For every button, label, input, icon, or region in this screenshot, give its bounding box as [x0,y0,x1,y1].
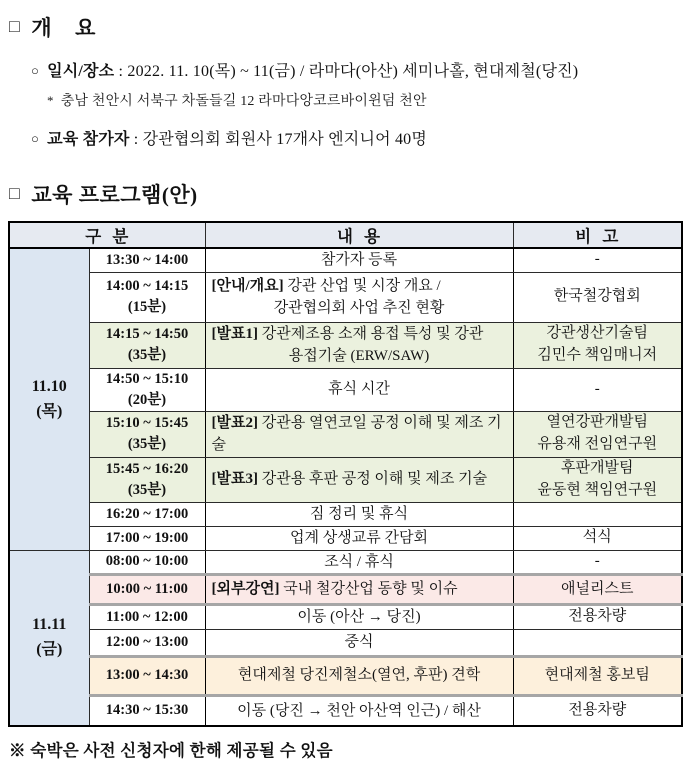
remark-text: 애널리스트 [561,580,634,597]
participants-label: 교육 참가자 [47,131,130,148]
address-note-text: 충남 천안시 서북구 차돌들길 12 라마다앙코르바이윈덤 천안 [60,94,427,109]
program-table [8,221,683,727]
circle-bullet-icon: ○ [31,131,40,146]
remark-cell [513,248,682,272]
time-range: 14:00 ~ 14:15 [105,277,189,294]
table-header-gubun: 구 분 [9,222,205,248]
content-tag: [외부강연] [211,581,280,598]
participants-colon: : [129,131,143,148]
content-text: 중식 [344,633,374,650]
remark-cell [513,322,682,368]
date-value: 11.10 [31,377,67,395]
time-range: 13:00 ~ 14:30 [105,667,189,684]
time-cell [89,411,205,457]
circle-bullet-icon: ○ [31,63,40,78]
footnote: ※ 숙박은 사전 신청자에 한해 제공될 수 있음 [9,741,333,761]
remark-cell [513,656,682,695]
content-text-line2: 강관협의회 사업 추진 현황 [273,300,445,316]
remark-text: 열연강판개발팀 [546,414,648,431]
time-cell [89,502,205,526]
content-cell [205,605,513,630]
remark-text: 석식 [582,529,612,546]
remark-text: 현대제철 홍보팀 [544,666,650,683]
date-cell [9,248,89,550]
time-cell [89,526,205,550]
overview-heading [9,12,681,42]
program-heading [9,179,681,209]
content-text: 업계 상생교류 간담회 [290,529,428,546]
content-text: 국내 철강산업 동향 및 이슈 [279,581,458,598]
time-range: 15:45 ~ 16:20 [105,460,189,477]
content-cell [205,526,513,550]
content-line [206,468,513,491]
datetime-value: 2022. 11. 10(목) ~ 11(금) / 라마다(아산) 세미나홀, 현대제철(당진) [127,63,579,80]
remark-text-line2: 김민수 책임매니저 [537,347,658,363]
weekday-value: (목) [36,402,63,420]
schedule-row [9,502,682,526]
time-cell [89,605,205,630]
remark-text: 강관생산기술팀 [546,325,648,342]
time-cell [89,272,205,322]
content-text: 이동 (아산 → 당진) [297,609,421,626]
content-cell [205,656,513,695]
time-cell [89,322,205,368]
remark-cell [513,411,682,457]
datetime-colon: : [114,63,128,80]
remark-text: - [594,251,600,268]
content-text: 휴식 시간 [328,381,390,398]
content-cell [205,502,513,526]
content-line [206,412,513,457]
schedule-row [9,411,682,457]
section-square-icon: □ [9,15,21,36]
schedule-row [9,322,682,368]
remark-cell [513,695,682,726]
content-cell [205,368,513,411]
content-text: 조식 / 휴식 [324,553,394,570]
content-cell [205,575,513,605]
time-cell [89,550,205,575]
schedule-row [9,575,682,605]
asterisk-icon: * [47,93,54,108]
time-duration: (20분) [127,391,167,408]
date-value: 11.11 [32,616,67,634]
content-tag: [발표3] [211,471,258,488]
remark-text: - [594,380,600,397]
time-range: 14:50 ~ 15:10 [105,370,189,387]
time-cell [89,629,205,656]
content-text-line2: 용접기술 (ERW/SAW) [288,348,430,364]
time-range: 13:30 ~ 14:00 [105,251,189,268]
time-range: 16:20 ~ 17:00 [105,505,189,522]
time-range: 12:00 ~ 13:00 [105,633,189,650]
content-cell [205,322,513,368]
content-cell [205,411,513,457]
content-tag: [안내/개요] [211,277,284,294]
time-cell [89,248,205,272]
schedule-row [9,656,682,695]
remark-text: 한국철강협회 [553,288,641,305]
remark-text: 전용차량 [568,608,627,625]
content-cell [205,629,513,656]
schedule-row [9,457,682,502]
remark-cell [513,629,682,656]
schedule-row [9,695,682,726]
time-duration: (35분) [127,436,167,453]
overview-item-participants [31,126,681,149]
time-duration: (35분) [127,481,167,498]
remark-text: 후판개발팀 [561,459,634,476]
section-square-icon: □ [9,182,21,203]
time-range: 15:10 ~ 15:45 [105,415,189,432]
content-tag: [발표1] [211,325,258,342]
content-cell [205,248,513,272]
remark-cell [513,526,682,550]
content-text: 강관용 후판 공정 이해 및 제조 기술 [258,471,488,488]
datetime-label: 일시/장소 [47,63,115,80]
time-range: 14:15 ~ 14:50 [105,325,189,342]
remark-text: - [594,552,600,569]
content-text: 짐 정리 및 휴식 [309,505,409,522]
content-line [206,275,513,298]
time-range: 14:30 ~ 15:30 [105,702,189,719]
content-text: 이동 (당진 → 천안 아산역 인근) / 해산 [237,702,481,719]
schedule-body [9,248,682,726]
content-cell [205,457,513,502]
weekday-value: (금) [36,641,63,659]
time-range: 08:00 ~ 10:00 [105,553,189,570]
remark-cell [513,575,682,605]
content-text: 강관용 열연코일 공정 이해 및 제조 기술 [211,414,502,454]
content-cell [205,550,513,575]
schedule-row [9,605,682,630]
schedule-row [9,629,682,656]
overview-item-datetime [31,58,681,81]
table-header-row [9,222,682,248]
schedule-row [9,368,682,411]
content-cell [205,695,513,726]
remark-cell [513,272,682,322]
schedule-row [9,248,682,272]
time-range: 10:00 ~ 11:00 [106,581,188,598]
time-cell [89,695,205,726]
date-cell [9,550,89,726]
remark-text-line2: 유용재 전임연구원 [537,436,658,453]
time-duration: (15분) [127,299,167,315]
time-range: 17:00 ~ 19:00 [105,529,189,546]
time-cell [89,575,205,605]
remark-cell [513,368,682,411]
schedule-row [9,526,682,550]
time-cell [89,457,205,502]
table-header-bigo: 비 고 [513,222,682,248]
schedule-row [9,550,682,575]
overview-item-address-note [47,90,681,110]
remark-cell [513,550,682,575]
content-tag: [발표2] [211,414,258,431]
time-cell [89,368,205,411]
content-text: 현대제철 당진제철소(열연, 후판) 견학 [237,667,481,684]
time-duration: (35분) [127,347,167,363]
content-cell [205,272,513,322]
remark-text-line2: 윤동현 책임연구원 [537,481,658,498]
content-line [206,323,513,346]
time-range: 11:00 ~ 12:00 [106,608,188,625]
content-line [206,578,513,601]
schedule-row [9,272,682,322]
content-text: 강관 산업 및 시장 개요 / [283,277,441,294]
program-title: 교육 프로그램(안) [31,183,198,207]
table-header-naeyong: 내 용 [205,222,513,248]
remark-cell [513,457,682,502]
time-cell [89,656,205,695]
remark-cell [513,605,682,630]
remark-cell [513,502,682,526]
participants-value: 강관협의회 회원사 17개사 엔지니어 40명 [142,131,428,148]
content-text: 강관제조용 소재 용접 특성 및 강관 [258,325,484,342]
overview-title: 개 요 [31,16,96,40]
remark-text: 전용차량 [568,701,627,718]
content-text: 참가자 등록 [320,252,398,268]
